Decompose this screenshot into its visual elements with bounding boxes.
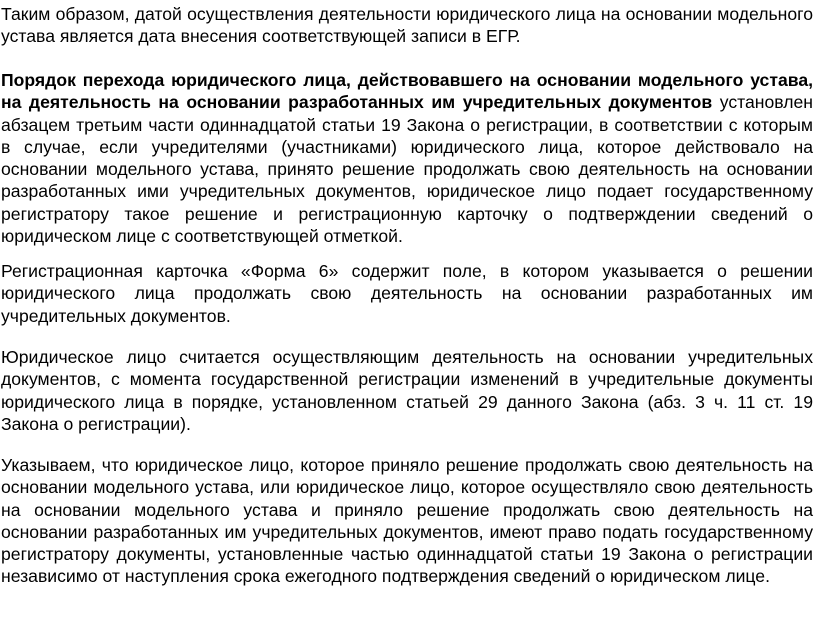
paragraph-4 (1, 346, 813, 435)
paragraph-1-text: Таким образом, датой осуществления деятельности юридического лица на основании модельного устава является дата внесения соответствующей записи в ЕГР. (1, 4, 813, 47)
paragraph-1 (1, 3, 813, 48)
paragraph-2 (1, 69, 813, 247)
paragraph-5-text: Указываем, что юридическое лицо, которое приняло решение продолжать свою деятельность на основании модельного устава, или юридическое лицо, которое осуществляло свою деятельность на основании модельного устава и приняло решение продолжать свою деятельность на основании разработанных им учредительных документов, имеют право подать государственному регистратору документы, установленные частью одиннадцатой статьи 19 Закона о регистрации независимо от наступления срока ежегодного подтверждения сведений о юридическом лице. (1, 455, 813, 587)
paragraph-3 (1, 260, 813, 327)
paragraph-2-heading: Порядок перехода юридического лица, действовавшего на основании модельного устава, на деятельность на основании разработанных им учредительных документов (1, 70, 813, 113)
paragraph-5 (1, 454, 813, 588)
paragraph-3-text: Регистрационная карточка «Форма 6» содержит поле, в котором указывается о решении юридического лица продолжать свою деятельность на основании разработанных им учредительных документов. (1, 261, 813, 326)
paragraph-2-text: установлен абзацем третьим части одиннадцатой статьи 19 Закона о регистрации, в соответствии с которым в случае, если учредителями (участниками) юридического лица, которое действовало на основании модельного устава, принято решение продолжать свою деятельность на основании разработанных ими учредительных документов, юридическое лицо подает государственному регистратору такое решение и регистрационную карточку о подтверждении сведений о юридическом лице с соответствующей отметкой. (1, 92, 814, 247)
paragraph-4-text: Юридическое лицо считается осуществляющим деятельность на основании учредительных документов, с момента государственной регистрации изменений в учредительные документы юридического лица в порядке, установленном статьей 29 данного Закона (абз. 3 ч. 11 ст. 19 Закона о регистрации). (1, 347, 813, 434)
